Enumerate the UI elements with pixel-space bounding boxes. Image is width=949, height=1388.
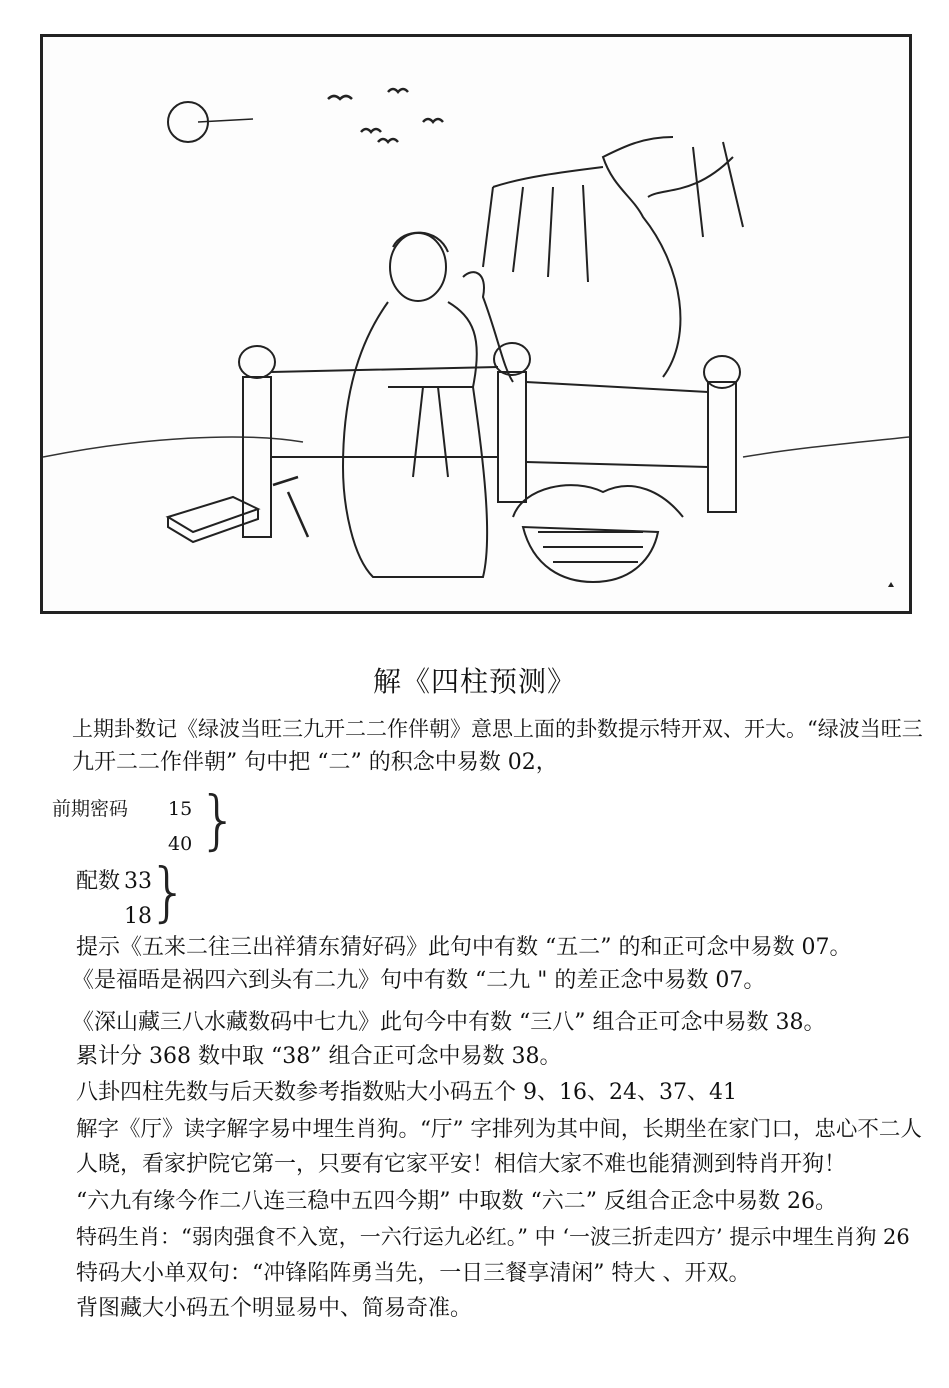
text-line-1: 提示《五来二往三出祥猜东猜好码》此句中有数 “五二” 的和正可念中易数 07。 bbox=[76, 935, 852, 960]
text-line-9: 特码生肖：“弱肉强食不入宽，一六行运九必红。” 中 ‘一波三折走四方’ 提示中埋生肖狗 26 bbox=[76, 1225, 910, 1249]
prev-code-num-2: 40 bbox=[168, 833, 193, 855]
text-line-7: 人晓，看家护院它第一，只要有它家平安！相信大家不难也能猜测到特肖开狗！ bbox=[76, 1152, 847, 1177]
prev-code-label: 前期密码 bbox=[52, 798, 129, 820]
text-line-3: 《深山藏三八水藏数码中七九》此句今中有数 “三八” 组合正可念中易数 38。 bbox=[72, 1010, 826, 1035]
pair-num-2: 18 bbox=[124, 904, 152, 929]
text-line-11: 背图藏大小码五个明显易中、简易奇准。 bbox=[76, 1296, 473, 1321]
fence-icon bbox=[239, 343, 740, 537]
hoe-icon bbox=[273, 477, 308, 537]
text-line-4: 累计分 368 数中取 “38” 组合正可念中易数 38。 bbox=[76, 1044, 562, 1069]
book-icon bbox=[168, 497, 258, 542]
page-title: 解《四柱预测》 bbox=[372, 665, 576, 698]
text-line-8: “六九有缘今作二八连三稳中五四今期” 中取数 “六二” 反组合正念中易数 26。 bbox=[76, 1189, 837, 1214]
text-line-10: 特码大小单双句：“冲锋陷阵勇当先，一日三餐享清闲” 特大 、开双。 bbox=[76, 1261, 751, 1286]
prev-code-brace: } bbox=[198, 784, 239, 858]
pair-num-1: 33 bbox=[124, 869, 152, 894]
text-line-2: 《是福晤是祸四六到头有二九》句中有数 “二九 " 的差正念中易数 07。 bbox=[72, 968, 766, 993]
illustration-frame bbox=[40, 34, 912, 614]
pair-label: 配数 bbox=[76, 869, 121, 894]
prev-code-num-1: 15 bbox=[168, 798, 193, 820]
mark-icon bbox=[888, 582, 894, 587]
birds-icon bbox=[328, 89, 443, 142]
willow-tree-icon bbox=[483, 137, 743, 377]
intro-line-2: 九开二二作伴朝” 句中把 “二” 的积念中易数 02， bbox=[72, 750, 558, 775]
basket-icon bbox=[513, 485, 683, 582]
woman-figure-icon bbox=[343, 233, 513, 577]
text-line-6: 解字《厅》读字解字易中埋生肖狗。“厅” 字排列为其中间，长期坐在家门口，忠心不二人 bbox=[76, 1117, 922, 1142]
intro-line-1: 上期卦数记《绿波当旺三九开二二作伴朝》意思上面的卦数提示特开双、开大。“绿波当旺三 bbox=[72, 717, 923, 741]
pair-brace: } bbox=[148, 856, 189, 930]
text-line-5: 八卦四柱先数与后天数参考指数贴大小码五个 9、16、24、37、41 bbox=[76, 1080, 737, 1105]
woman-willow-illustration bbox=[43, 37, 909, 611]
